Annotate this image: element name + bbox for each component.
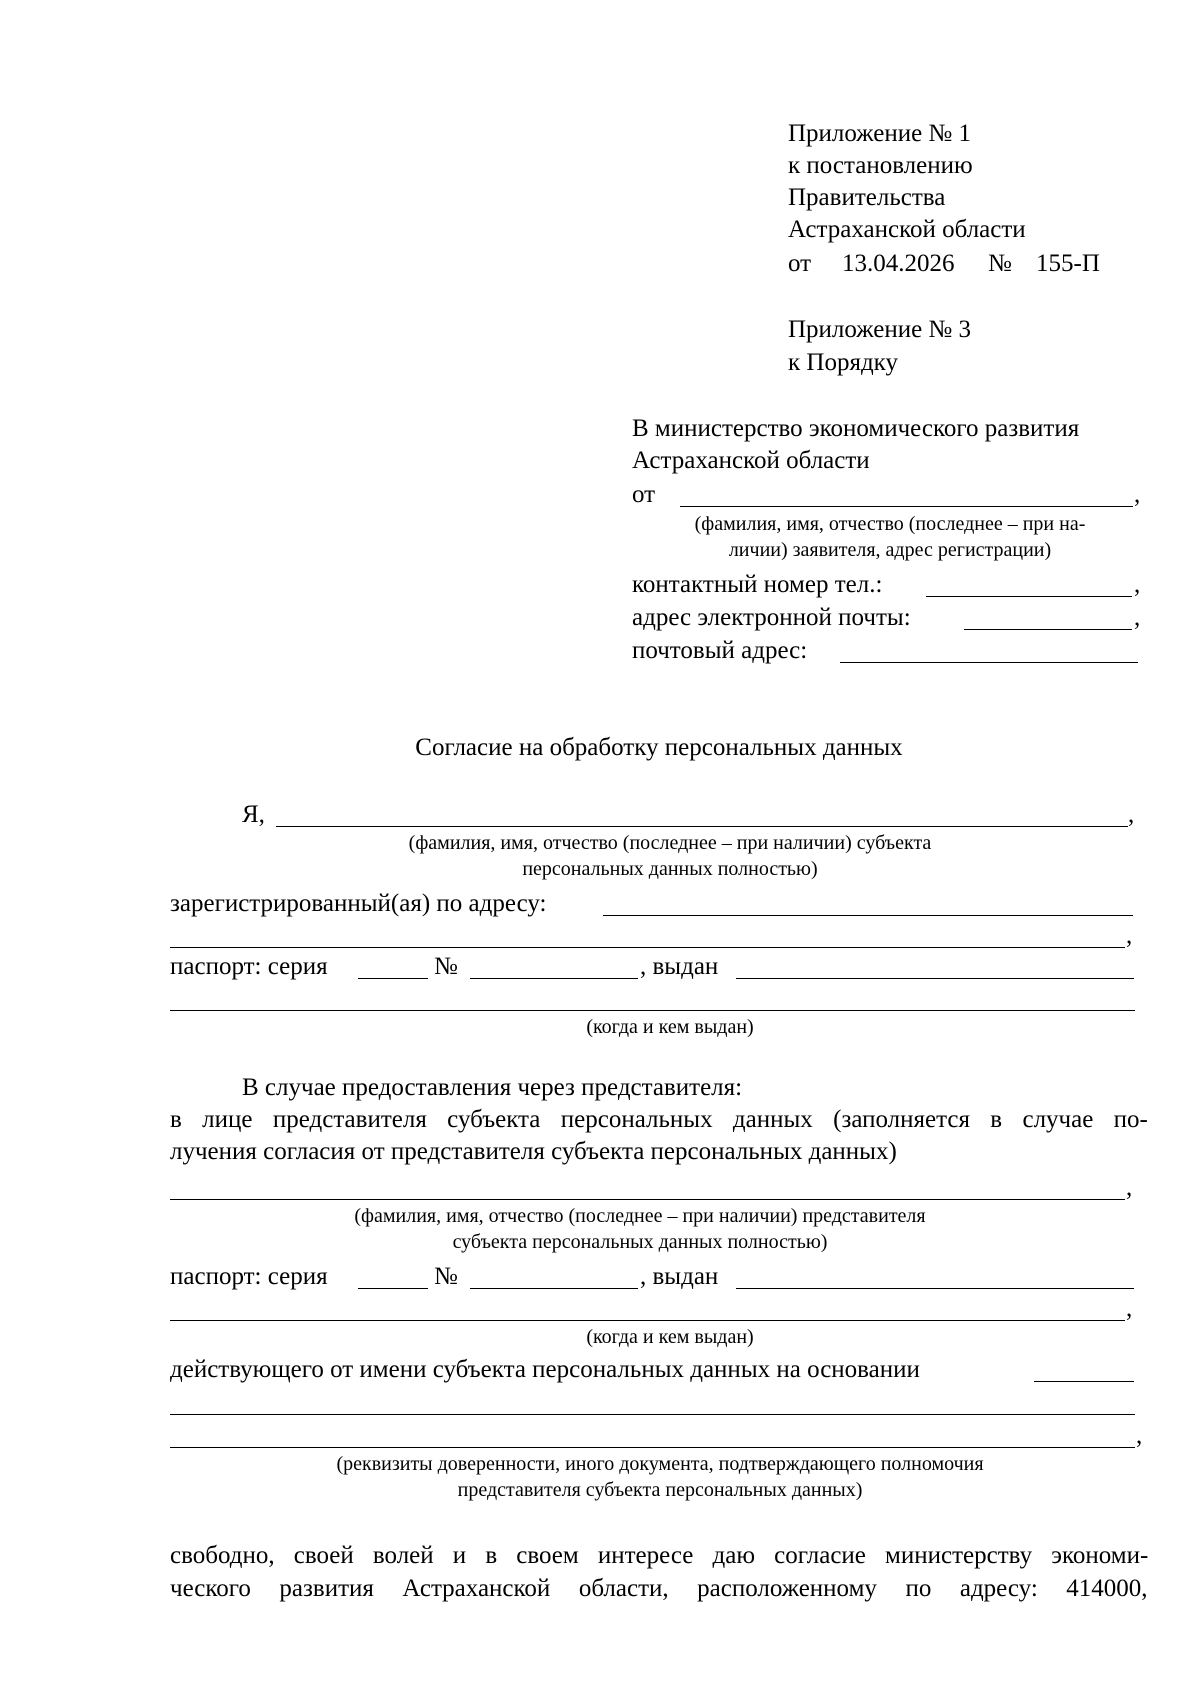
addressee-from-comma: ,	[1134, 481, 1141, 508]
subject-hint-1: (фамилия, имя, отчество (последнее – при наличии) субъекта	[408, 832, 932, 854]
appendix-date: 13.04.2026	[842, 250, 955, 277]
representative-name-comma: ,	[1126, 1174, 1133, 1201]
representative-issued-field-2[interactable]	[170, 1320, 1125, 1321]
appendix-date-prefix: от	[788, 250, 812, 277]
representative-issued-hint: (когда и кем выдан)	[586, 1326, 754, 1348]
consent-line-2: ческого развития Астраханской области, расположенному по адресу: 414000,	[170, 1575, 1148, 1602]
addressee-phone-label: контактный номер тел.:	[632, 571, 883, 598]
consent-line-1: свободно, своей волей и в своем интересе даю согласие министерству экономи-	[170, 1542, 1149, 1569]
addressee-hint-2: личии) заявителя, адрес регистрации)	[728, 539, 1052, 561]
representative-doc-hint-1: (реквизиты доверенности, иного документа, подтверждающего полномочия	[336, 1453, 984, 1475]
subject-name-field[interactable]	[276, 826, 1128, 827]
subject-registered-label: зарегистрированный(ая) по адресу:	[170, 890, 547, 917]
subject-issued-label: , выдан	[640, 953, 719, 980]
subject-address-field-2[interactable]	[170, 947, 1125, 948]
representative-intro: В случае предоставления через представителя:	[242, 1074, 743, 1101]
representative-passport-series-field[interactable]	[358, 1288, 428, 1289]
representative-basis-comma: ,	[1136, 1422, 1143, 1449]
addressee-line-1: В министерство экономического развития	[632, 415, 1080, 442]
subject-issued-field-2[interactable]	[170, 1010, 1135, 1011]
addressee-phone-field[interactable]	[926, 596, 1132, 597]
subject-passport-number-field[interactable]	[470, 978, 638, 979]
representative-issued-field[interactable]	[736, 1288, 1134, 1289]
subject-issued-hint: (когда и кем выдан)	[586, 1016, 754, 1038]
representative-basis-field-3[interactable]	[170, 1447, 1135, 1448]
subject-address-comma: ,	[1126, 922, 1133, 949]
addressee-from-field[interactable]	[680, 506, 1133, 507]
representative-basis-field[interactable]	[1034, 1381, 1134, 1382]
representative-issued-label: , выдан	[640, 1263, 719, 1290]
representative-hint-1: (фамилия, имя, отчество (последнее – при наличии) представителя	[354, 1205, 926, 1227]
subject-name-comma: ,	[1128, 801, 1135, 828]
subject-passport-number-sign: №	[434, 953, 458, 980]
appendix-number: 155-П	[1036, 250, 1100, 277]
appendix2-line-1: Приложение № 3	[788, 316, 972, 343]
addressee-from-label: от	[632, 481, 656, 508]
subject-i-label: Я,	[242, 801, 265, 828]
representative-para-line-2: лучения согласия от представителя субъекта персональных данных)	[170, 1138, 897, 1165]
representative-passport-number-sign: №	[434, 1263, 458, 1290]
subject-address-field[interactable]	[603, 915, 1133, 916]
addressee-email-field[interactable]	[964, 629, 1132, 630]
appendix2-line-2: к Порядку	[788, 349, 898, 376]
appendix-line-4: Астраханской области	[788, 216, 1026, 243]
appendix-line-1: Приложение № 1	[788, 120, 972, 147]
representative-name-field[interactable]	[170, 1199, 1125, 1200]
addressee-email-label: адрес электронной почты:	[632, 604, 911, 631]
representative-passport-number-field[interactable]	[470, 1288, 638, 1289]
addressee-hint-1: (фамилия, имя, отчество (последнее – при на-	[694, 513, 1086, 535]
representative-para-line-1: в лице представителя субъекта персональных данных (заполняется в случае по-	[170, 1106, 1148, 1133]
representative-basis-field-2[interactable]	[170, 1414, 1135, 1415]
appendix-line-2: к постановлению	[788, 152, 973, 179]
subject-passport-label: паспорт: серия	[170, 953, 328, 980]
addressee-line-2: Астраханской области	[632, 447, 870, 474]
representative-hint-2: субъекта персональных данных полностью)	[452, 1231, 828, 1253]
addressee-email-comma: ,	[1134, 604, 1141, 631]
appendix-number-sign: №	[988, 250, 1012, 277]
document-title: Согласие на обработку персональных данных	[415, 734, 903, 761]
subject-issued-field[interactable]	[736, 978, 1134, 979]
subject-hint-2: персональных данных полностью)	[522, 858, 818, 880]
subject-passport-series-field[interactable]	[358, 978, 428, 979]
addressee-postal-label: почтовый адрес:	[632, 637, 808, 664]
representative-passport-label: паспорт: серия	[170, 1263, 328, 1290]
representative-doc-hint-2: представителя субъекта персональных данных)	[457, 1479, 863, 1501]
representative-issued-comma: ,	[1126, 1295, 1133, 1322]
appendix-line-3: Правительства	[788, 184, 946, 211]
addressee-phone-comma: ,	[1134, 571, 1141, 598]
representative-acting-label: действующего от имени субъекта персональных данных на основании	[170, 1356, 920, 1383]
addressee-postal-field[interactable]	[840, 662, 1138, 663]
